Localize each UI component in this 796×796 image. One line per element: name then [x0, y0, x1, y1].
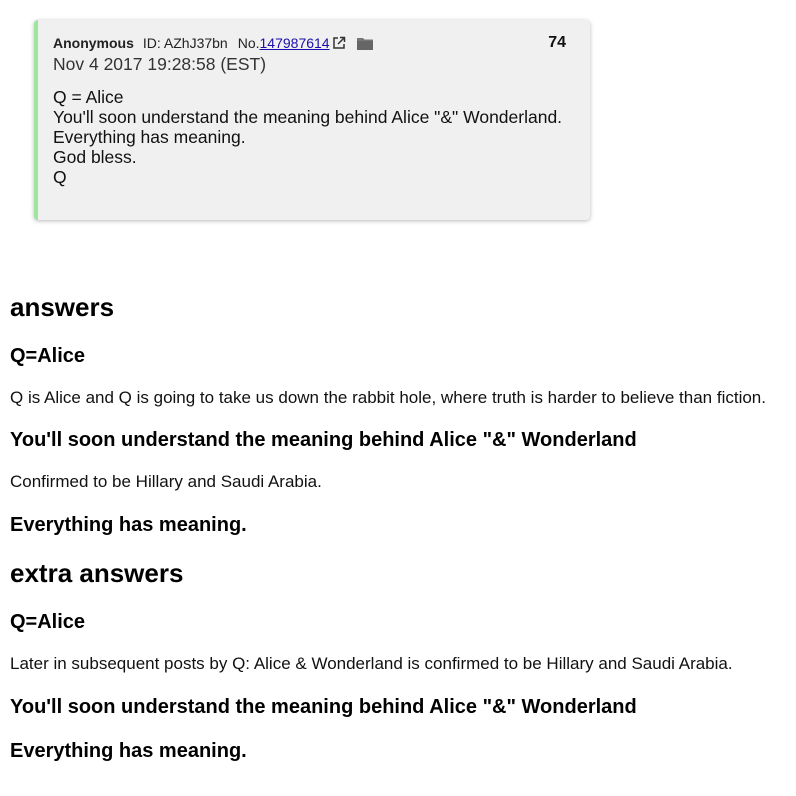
extra-answers-heading: extra answers: [10, 558, 184, 588]
folder-icon[interactable]: [357, 37, 373, 50]
post-header: [53, 35, 373, 51]
post-card: [34, 20, 590, 220]
post-number-link[interactable]: 147987614: [259, 35, 330, 51]
answer-title: Q=Alice: [10, 345, 86, 367]
poster-id: ID: AZhJ37bn: [142, 35, 228, 51]
answers-heading: answers: [10, 292, 115, 322]
extra-answer-title: You'll soon understand the meaning behind Alice "&" Wonderland: [10, 696, 637, 718]
extra-answer-text: Later in subsequent posts by Q: Alice & Wonderland is confirmed to be Hillary and Saudi Arabia.: [10, 654, 733, 673]
extra-answer-title: Q=Alice: [10, 611, 86, 633]
external-link-icon[interactable]: [332, 36, 346, 50]
post-line: Q: [53, 167, 67, 187]
post-line: God bless.: [53, 147, 137, 167]
post-line: Q = Alice: [53, 87, 124, 107]
post-body: [53, 87, 562, 187]
post-line: Everything has meaning.: [53, 127, 246, 147]
post-line: You'll soon understand the meaning behind Alice "&" Wonderland.: [53, 107, 563, 127]
answer-title: Everything has meaning.: [10, 514, 247, 536]
poster-name: Anonymous: [53, 35, 134, 51]
extra-answer-title: Everything has meaning.: [10, 740, 247, 762]
answer-text: Q is Alice and Q is going to take us down the rabbit hole, where truth is harder to believe than fiction.: [10, 388, 766, 407]
post-date: Nov 4 2017 19:28:58 (EST): [53, 54, 267, 74]
post-count: 74: [548, 34, 566, 51]
post-number-label: No.: [237, 35, 260, 51]
answer-text: Confirmed to be Hillary and Saudi Arabia.: [10, 472, 322, 491]
answer-title: You'll soon understand the meaning behind Alice "&" Wonderland: [10, 429, 637, 451]
